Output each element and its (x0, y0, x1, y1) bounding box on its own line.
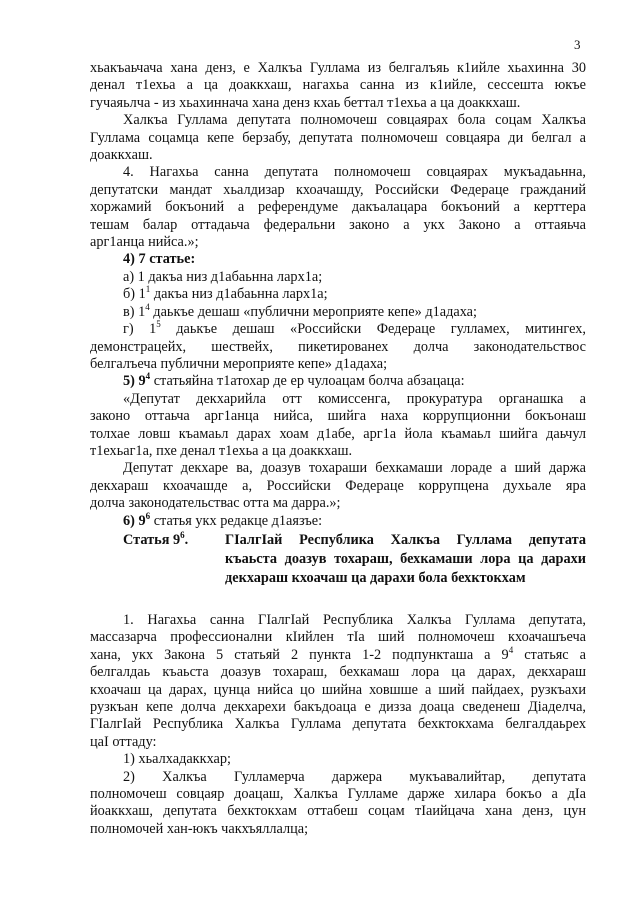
item-4-heading: 4) 7 статье: (123, 251, 196, 268)
text-line: Халкъа Гуллама депутата полномочеш совцаярах бола соцам Халкъа (123, 112, 586, 129)
item-5-text: статьяйна т1атохар де ер чулоацам болча абзацаца: (150, 373, 465, 390)
superscript: 4 (508, 644, 514, 655)
text-line: депутатски мандат хьалдизар кхоачашду, Российски Федераце гражданий (90, 181, 586, 198)
text-line: белгалдаь къаьста доазув тохараш, бехкамаш лора ца дарах, декхараш (90, 664, 586, 681)
text-line: 4. Нагахьа санна депутата полномочеш совцаярах мукъадаьнна, (123, 164, 586, 181)
article-paragraph-1 (90, 612, 586, 751)
text-line: ГIалгIай Республика Халкъа Гуллама депутата бехктокхама белгалдаьрех (90, 716, 586, 733)
text-line: толхае ловш къамаьл дарах хоам д1абе, арг1а йола къамаьл шийга даьчул (90, 425, 586, 442)
text-line: законо оттаьча арг1анца нийса, шийга наха коррупционни бокъонаш (90, 408, 586, 425)
article-heading (90, 531, 586, 588)
text-line: т1ехьаг1а, пхе денал т1ехьа а ца доаккхаш. (90, 442, 353, 459)
document-body (90, 60, 586, 838)
text-line: декхараш кхоачашде а, Российски Федераце коррупцена духьале яра (90, 477, 586, 494)
text-line: кхоачаш ца дарах, цунца нийса цо шийна ховшше а ший пайдаех, рузкъахи (90, 681, 586, 698)
quoted-paragraph-2 (90, 460, 586, 512)
text-line: йоаккхаш, депутата бехктокхам оттабеш соцам тIаийцача хана денз, цун (90, 803, 586, 820)
article-title: ГIалгIай Республика Халкъа Гуллама депутата къаьста доазув тохараш, бехкамаши лора ца дарахи декхараш кхоачаш ца дарахи бола бехктокхам (225, 531, 586, 586)
subitem-g (90, 321, 586, 373)
subitem-b (90, 286, 586, 303)
article-number-text: Статья 9 (123, 531, 181, 548)
item-6-text: 6) 9 (123, 512, 146, 529)
quoted-paragraph-1 (90, 391, 586, 461)
item-6-text: статья укх редакце д1аязъе: (150, 512, 323, 529)
text-line: хьакъаьчача хана денз, е Халкъа Гуллама из белгалъяь к1ийле хьахинна 30 (90, 60, 586, 76)
page-number: 3 (574, 37, 581, 52)
subitem-v-text: в) 1 (123, 303, 146, 320)
list-item-2 (90, 769, 586, 839)
text-line: цаI оттаду: (90, 733, 157, 750)
text-line: арг1анца нийса.»; (90, 234, 199, 251)
item-6-heading (90, 510, 586, 530)
text-line: Депутат декхаре ва, доазув тохараши бехкамаши лораде а ший даржа (123, 460, 586, 477)
superscript: 1 (145, 284, 151, 295)
superscript: 5 (156, 319, 161, 330)
text-line: Гуллама соцамца кепе берзабу, депутата полномочеш совцаяра ди белгал а (90, 129, 586, 146)
text-line: тешам балар оттадаьча федеральни законо а укх Законо а оттаяьча (90, 216, 586, 233)
paragraph-continuation (90, 60, 586, 112)
list-item-1: 1) хьалхадаккхар; (123, 751, 232, 768)
subitem-b-text: б) 1 (123, 286, 146, 303)
article-number (90, 531, 225, 588)
subitem-v-text: даькъе дешаш «публични мероприяте кепе» д1адаха; (149, 303, 477, 320)
text-line: 1. Нагахьа санна ГIалгIай Республика Халкъа Гуллама депутата, (123, 611, 586, 628)
text-line: доаккхаш. (90, 147, 153, 164)
text-line (90, 321, 586, 338)
text-line: демонстрацейх, шествейх, пикетированех долча законодательствос (90, 338, 586, 355)
article-number-text: . (184, 531, 189, 548)
superscript: 4 (145, 371, 151, 382)
paragraph-termination-decision (90, 112, 586, 164)
text-line: белгалъеча публични мероприяте кепе» д1адаха; (90, 355, 388, 372)
text-line: долча законодательствас отта ма дарра.»; (90, 495, 341, 512)
superscript: 4 (145, 301, 150, 312)
subitem-b-text: дакъа низ д1абаьнна ларх1а; (150, 286, 328, 303)
text-line (90, 644, 586, 664)
spacer (90, 588, 586, 612)
item-5-heading (90, 373, 586, 390)
subitem-g-text: даькъе дешаш «Российски Федераце гулламех, митингех, (160, 321, 586, 338)
text-line: полномочей хан-юкъ чакхъяллалца; (90, 820, 309, 837)
subitem-v (90, 301, 586, 321)
text-span: статьяс а (513, 646, 586, 663)
paragraph-point-4 (90, 164, 586, 251)
superscript: 6 (180, 529, 185, 540)
text-line: «Депутат декхарийла отт комиссенга, прокуратура органашка а (123, 390, 586, 407)
item-5-text: 5) 9 (123, 373, 146, 390)
subitem-g-text: г) 1 (123, 321, 157, 338)
subitem-a: а) 1 дакъа низ д1абаьнна ларх1а; (123, 268, 323, 285)
text-line: массазарча профессионални кIийлен тIа ший полномочеш кхоачашъеча (90, 629, 586, 646)
text-line: хоржамий бокъоний а референдуме дакъалацара бокъоний а керттера (90, 199, 586, 216)
text-span: хана, укх Закона 5 статьяй 2 пункта 1-2 подпункташа а 9 (90, 646, 509, 663)
text-line: полномочеш совцаяр доацаш, Халкъа Гулламе дарже хилара бокъо а дIа (90, 786, 586, 803)
text-line: гучаяьлча - из хьахиннача хана денз кхаь беттал т1ехьа а ца доаккхаш. (90, 94, 521, 111)
text-line: денал т1ехьа а ца доаккхаш, нагахьа санна из к1ийле, сессешта юкъе (90, 77, 586, 94)
text-line: 2) Халкъа Гулламерча даржера мукъавалийтар, депутата (123, 768, 586, 785)
superscript: 6 (145, 510, 151, 521)
text-line: рузкъан кепе долча декхарехи бакъдоаца е дизза доаца сведенеш Дiаделча, (90, 699, 586, 715)
